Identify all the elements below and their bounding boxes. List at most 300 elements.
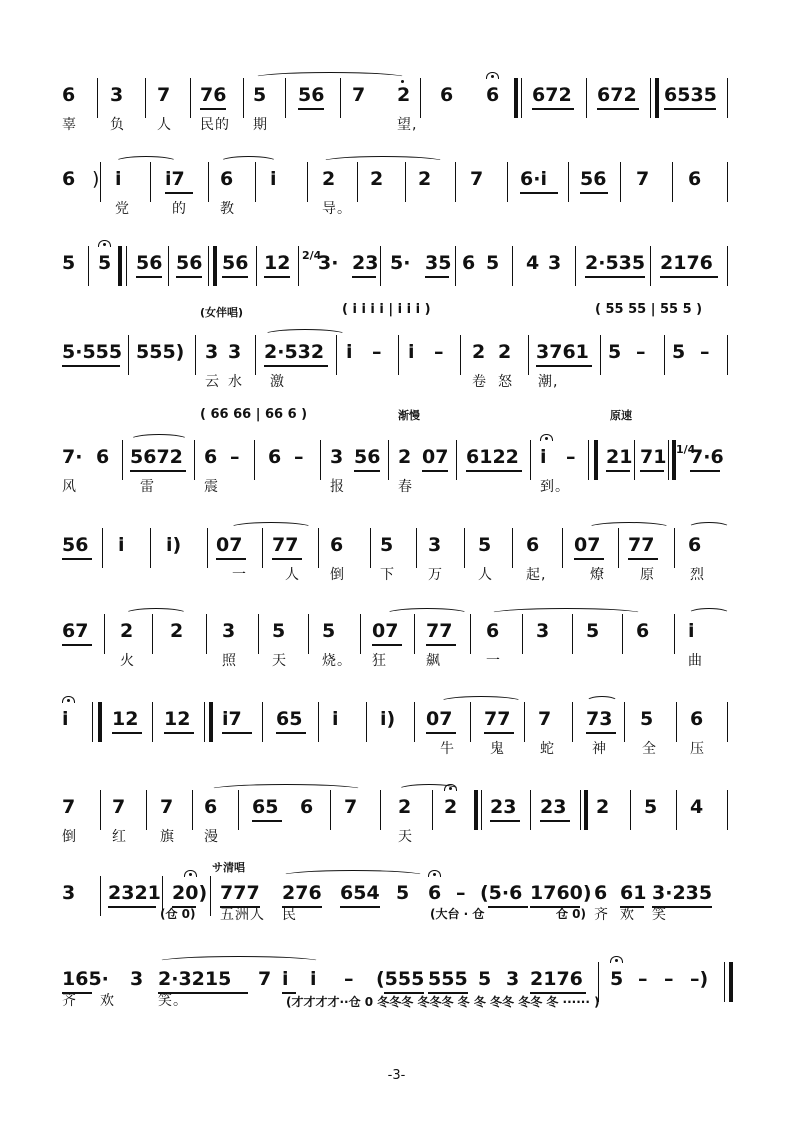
barline (676, 790, 677, 830)
barline (456, 440, 457, 480)
note: 672 (597, 84, 637, 106)
barline (285, 78, 286, 118)
note: – (638, 968, 648, 990)
lyric: 一 (486, 653, 501, 669)
tempo-marking: 原速 (610, 409, 632, 422)
note: 3 (222, 620, 236, 642)
note: 5 (672, 341, 686, 363)
note: 6535 (664, 84, 717, 106)
lyric: 人 (478, 567, 493, 583)
note: 2 (498, 341, 512, 363)
barline (460, 335, 461, 375)
lyric: 的 (172, 201, 187, 217)
fermata-icon (610, 956, 623, 963)
note: 12 (112, 708, 139, 730)
barline (470, 614, 471, 654)
lyric: 望, (397, 117, 418, 133)
note: 35 (425, 252, 452, 274)
barline (432, 790, 433, 830)
note: 5 (610, 968, 624, 990)
note: 3· (318, 252, 339, 274)
barline (664, 335, 665, 375)
barline (207, 528, 208, 568)
note: i (408, 341, 415, 363)
barline (624, 702, 625, 742)
lyric: 倒 (62, 829, 77, 845)
staff-line-2 (0, 162, 793, 252)
note: 20) (172, 882, 208, 904)
note: 2 (444, 796, 458, 818)
note: 165· (62, 968, 109, 990)
lyric: 红 (112, 829, 127, 845)
lyric: 起, (526, 567, 547, 583)
note: 3 (428, 534, 442, 556)
lyric: 欢 (620, 907, 635, 923)
lyric: 火 (120, 653, 135, 669)
percussion-annotation: (仓 0) (160, 907, 196, 921)
barline (366, 702, 367, 742)
lyric: 报 (330, 479, 345, 495)
note: 61 (620, 882, 647, 904)
note: 4 (690, 796, 704, 818)
barline (150, 162, 151, 202)
note: 3 (62, 882, 76, 904)
barline (308, 614, 309, 654)
note: 5 (380, 534, 394, 556)
barline (318, 528, 319, 568)
barline (370, 528, 371, 568)
note: i (270, 168, 277, 190)
barline (92, 702, 93, 742)
barline (470, 702, 471, 742)
lyric: 全 (642, 741, 657, 757)
note: 6·i (520, 168, 547, 190)
note: 2176 (530, 968, 583, 990)
barline (507, 162, 508, 202)
note: 6 (688, 168, 702, 190)
note: 5 (62, 252, 76, 274)
note: i (332, 708, 339, 730)
fermata-icon (428, 870, 441, 877)
lyric: 卷 (472, 374, 487, 390)
barline (298, 246, 299, 286)
lyric: 期 (253, 117, 268, 133)
note: – (664, 968, 674, 990)
note: 23 (490, 796, 517, 818)
note: 56 (580, 168, 607, 190)
barline (586, 78, 587, 118)
note: 77 (628, 534, 655, 556)
barline (634, 440, 635, 480)
barline (122, 440, 123, 480)
note: i (115, 168, 122, 190)
note: 5 (396, 882, 410, 904)
barline (194, 440, 195, 480)
note: 6 (462, 252, 476, 274)
note: 555) (136, 341, 185, 363)
barline (618, 528, 619, 568)
barline (380, 790, 381, 830)
repeat-barline (98, 702, 102, 742)
repeat-barline (474, 790, 478, 830)
note: 3 (130, 968, 144, 990)
barline (530, 790, 531, 830)
note: 6 (526, 534, 540, 556)
note: (555 (376, 968, 425, 990)
note: 76 (200, 84, 227, 106)
note: 2 (418, 168, 432, 190)
note: 3761 (536, 341, 589, 363)
note: – (434, 341, 444, 363)
barline (528, 335, 529, 375)
note: 56 (62, 534, 89, 556)
barline (258, 614, 259, 654)
note: 6 (594, 882, 608, 904)
note: –) (690, 968, 709, 990)
note: 65 (276, 708, 303, 730)
percussion-annotation: 仓 0) (556, 907, 587, 921)
staff-line-1 (0, 78, 793, 168)
barline (97, 78, 98, 118)
barline (420, 78, 421, 118)
note: i (688, 620, 695, 642)
barline (414, 614, 415, 654)
note: 6 (440, 84, 454, 106)
note: 12 (164, 708, 191, 730)
barline (522, 614, 523, 654)
note: 71 (640, 446, 667, 468)
barline (562, 528, 563, 568)
note: 5·555 (62, 341, 123, 363)
barline (208, 246, 209, 286)
barline (168, 246, 169, 286)
note: 3 (330, 446, 344, 468)
note: 07 (216, 534, 243, 556)
repeat-barline (118, 246, 122, 286)
fermata-icon (540, 434, 553, 441)
lyric: 激 (270, 374, 285, 390)
barline (262, 528, 263, 568)
lyric: 漫 (204, 829, 219, 845)
note: 7 (157, 84, 171, 106)
staff-line-10 (0, 861, 793, 966)
note: 23 (540, 796, 567, 818)
barline (727, 335, 728, 375)
barline (357, 162, 358, 202)
lyric: 天 (272, 653, 287, 669)
note: 6 (96, 446, 110, 468)
note: 65 (252, 796, 279, 818)
note: 5 (253, 84, 267, 106)
note: i (346, 341, 353, 363)
lyric: 怒 (498, 374, 513, 390)
lyric: 教 (220, 201, 235, 217)
note: 2·3215 (158, 968, 232, 990)
barline (190, 78, 191, 118)
note: 2 (398, 796, 412, 818)
note: 5 (486, 252, 500, 274)
barline (727, 790, 728, 830)
lyric: 下 (380, 567, 395, 583)
barline (727, 78, 728, 118)
note: 77 (272, 534, 299, 556)
barline (320, 440, 321, 480)
fermata-icon (444, 784, 457, 791)
staff-line-7 (0, 614, 793, 704)
barline (464, 528, 465, 568)
percussion-annotation: (才才才才··仓 0 冬冬冬 冬冬冬 冬 冬 冬冬 冬冬 冬 ······ ) (286, 995, 600, 1009)
lyric: 倒 (330, 567, 345, 583)
note: 5 (644, 796, 658, 818)
barline (208, 162, 209, 202)
barline (674, 614, 675, 654)
lyric: 蛇 (540, 741, 555, 757)
lyric: 齐 (62, 993, 77, 1009)
note: i (118, 534, 125, 556)
note: 2·532 (264, 341, 325, 363)
barline (650, 246, 651, 286)
note: 5 (478, 534, 492, 556)
percussion-annotation: (大台 · 仓 (430, 907, 485, 921)
barline (146, 790, 147, 830)
fermata-icon (98, 240, 111, 247)
lyric: 雷 (140, 479, 155, 495)
note: – (294, 446, 304, 468)
note: 5· (390, 252, 411, 274)
lyric: 导。 (322, 201, 352, 217)
staff-line-3 (0, 246, 793, 336)
barline (262, 702, 263, 742)
accompaniment-annotation: ( i i i i | i i i ) (342, 302, 431, 317)
note: 654 (340, 882, 380, 904)
note: 6 (688, 534, 702, 556)
barline (620, 162, 621, 202)
barline (255, 335, 256, 375)
note: 2 (472, 341, 486, 363)
repeat-barline (655, 78, 659, 118)
barline (195, 335, 196, 375)
note: 6122 (466, 446, 519, 468)
note: 2 (596, 796, 610, 818)
note: 5 (608, 341, 622, 363)
note: i7 (165, 168, 185, 190)
barline (204, 702, 205, 742)
lyric: 笑 (652, 907, 667, 923)
fermata-icon (486, 72, 499, 79)
note: 5 (586, 620, 600, 642)
note: 6 (300, 796, 314, 818)
note: 6 (486, 620, 500, 642)
note: 276 (282, 882, 322, 904)
barline (336, 335, 337, 375)
lyric: 震 (204, 479, 219, 495)
lyric: 烧。 (322, 653, 352, 669)
lyric: 照 (222, 653, 237, 669)
staff-line-6 (0, 528, 793, 618)
barline (572, 702, 573, 742)
note: 6 (268, 446, 282, 468)
note: 07 (574, 534, 601, 556)
note: 21 (606, 446, 633, 468)
note: 7·6 (690, 446, 724, 468)
barline (360, 614, 361, 654)
barline (340, 78, 341, 118)
note: 2 (370, 168, 384, 190)
repeat-barline (213, 246, 217, 286)
lyric: 笑。 (158, 993, 188, 1009)
note: 7 (470, 168, 484, 190)
note: 6 (62, 84, 76, 106)
barline (588, 440, 589, 480)
note: 77 (484, 708, 511, 730)
note: 7 (352, 84, 366, 106)
note: 2 (397, 84, 411, 106)
lyric: 春 (398, 479, 413, 495)
lyric: 天 (398, 829, 413, 845)
barline (568, 162, 569, 202)
barline (238, 790, 239, 830)
lyric: 负 (110, 117, 125, 133)
note: 3 (548, 252, 562, 274)
staff-line-4 (0, 302, 793, 425)
note: 2·535 (585, 252, 646, 274)
note: 5672 (130, 446, 183, 468)
barline (676, 702, 677, 742)
barline (512, 246, 513, 286)
barline (102, 528, 103, 568)
note: i (540, 446, 547, 468)
barline (145, 78, 146, 118)
barline (88, 246, 89, 286)
note: 3·235 (652, 882, 713, 904)
note: – (566, 446, 576, 468)
lyric: 一 (232, 567, 247, 583)
lyric: 五洲人 (220, 907, 265, 923)
time-signature: 2/4 (302, 249, 322, 262)
tempo-marking: 渐慢 (398, 409, 420, 422)
note: – (372, 341, 382, 363)
note: 12 (264, 252, 291, 274)
lyric: 原 (640, 567, 655, 583)
barline (416, 528, 417, 568)
note: 2 (398, 446, 412, 468)
note: 5 (98, 252, 112, 274)
note: 2176 (660, 252, 713, 274)
barline (210, 876, 211, 916)
barline (380, 246, 381, 286)
note: 07 (426, 708, 453, 730)
lyric: 云 (205, 374, 220, 390)
note: 6 (204, 446, 218, 468)
accompaniment-annotation: ( 66 66 | 66 6 ) (200, 407, 308, 422)
lyric: 欢 (100, 993, 115, 1009)
note: 2 (322, 168, 336, 190)
note: i7 (222, 708, 242, 730)
note: – (700, 341, 710, 363)
barline (727, 162, 728, 202)
note: – (344, 968, 354, 990)
note: 3 (506, 968, 520, 990)
final-barline (729, 962, 733, 1002)
lyric: 党 (115, 201, 130, 217)
note: 7 (112, 796, 126, 818)
lyric: 飙 (426, 653, 441, 669)
barline (206, 614, 207, 654)
lyric: 潮, (538, 374, 559, 390)
lyric: 狂 (372, 653, 387, 669)
note: 07 (422, 446, 449, 468)
barline (104, 614, 105, 654)
lyric: 万 (428, 567, 443, 583)
barline (575, 246, 576, 286)
note: 7 (636, 168, 650, 190)
lyric: 民 (282, 907, 297, 923)
note: 5 (322, 620, 336, 642)
lyric: 风 (62, 479, 77, 495)
note: – (636, 341, 646, 363)
barline (255, 162, 256, 202)
note: 2 (120, 620, 134, 642)
barline (243, 78, 244, 118)
barline (152, 702, 153, 742)
page-number: -3- (387, 1068, 406, 1083)
note: 6 (690, 708, 704, 730)
barline (414, 702, 415, 742)
staff-line-11 (0, 962, 793, 1052)
barline (254, 440, 255, 480)
note: 6 (330, 534, 344, 556)
barline (727, 246, 728, 286)
lyric: 人 (157, 117, 172, 133)
note: 6 (486, 84, 500, 106)
note: 77 (426, 620, 453, 642)
lyric: 鬼 (490, 741, 505, 757)
lyric: 旗 (160, 829, 175, 845)
note: 23 (352, 252, 379, 274)
note: 5 (272, 620, 286, 642)
barline (530, 440, 531, 480)
note: 7 (62, 796, 76, 818)
note: 3 (110, 84, 124, 106)
lyric: 民的 (200, 117, 230, 133)
note: 555 (428, 968, 468, 990)
note: i (282, 968, 289, 990)
note: 56 (222, 252, 249, 274)
note: 7 (160, 796, 174, 818)
lyric: 牛 (440, 741, 455, 757)
barline (727, 702, 728, 742)
barline (512, 528, 513, 568)
barline (307, 162, 308, 202)
note: 7 (538, 708, 552, 730)
note: 3 (205, 341, 219, 363)
barline (455, 246, 456, 286)
note: 5 (640, 708, 654, 730)
note: i (310, 968, 317, 990)
barline (150, 528, 151, 568)
note: 7 (258, 968, 272, 990)
note: i) (380, 708, 396, 730)
note: 5 (478, 968, 492, 990)
note: 3 (536, 620, 550, 642)
staff-line-5 (0, 407, 793, 530)
note: i (62, 708, 69, 730)
note: 6 (636, 620, 650, 642)
barline (580, 790, 581, 830)
barline (126, 246, 127, 286)
note: 6 (220, 168, 234, 190)
barline (600, 335, 601, 375)
